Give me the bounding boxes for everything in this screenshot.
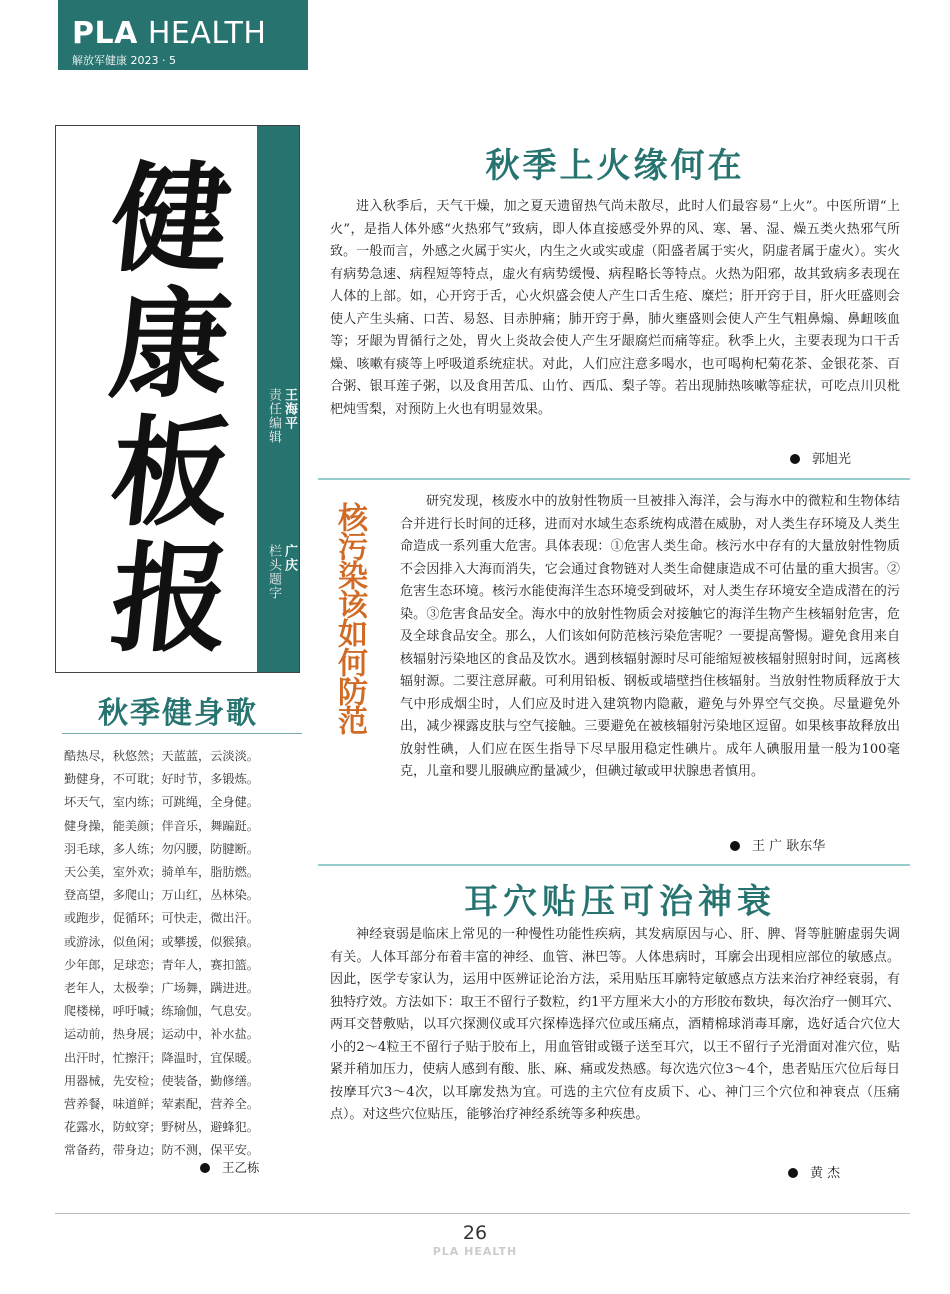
poem-line: 酷热尽，秋悠然；天蓝蓝，云淡淡。 xyxy=(64,749,259,763)
poem-line: 用器械，先安检；使装备，勤修缮。 xyxy=(64,1073,259,1088)
poem-line: 运动前，热身展；运动中，补水盐。 xyxy=(64,1027,259,1042)
bullet-icon xyxy=(730,841,740,851)
column-char-2: 康 xyxy=(104,275,238,414)
column-char-3: 板 xyxy=(104,403,238,542)
article1-author xyxy=(790,448,851,467)
editor-name: 王海平 xyxy=(282,388,297,430)
poem-line: 坏天气，室内练；可跳绳，全身健。 xyxy=(64,795,259,810)
article3-body: 神经衰弱是临床上常见的一种慢性功能性疾病，其发病原因与心、肝、脾、肾等脏腑虚弱失调有关。人体耳部分布着丰富的神经、血管、淋巴等。人体患病时，耳廓会出现相应部位的敏感点。因此，医学专家认为，运用中医辨证论治方法，采用贴压耳廓特定敏感点方法来治疗神经衰弱，有独特疗效。方法如下：取王不留行子数粒，约1平方厘米大小的方形胶布数块，每次治疗一侧耳穴、两耳交替敷贴，以耳穴探测仪或耳穴探棒选择穴位或压痛点，酒精棉球消毒耳廓，选好适合穴位大小的2～4粒王不留行子贴于胶布上，用血管钳或镊子送至耳穴，以王不留行子光滑面对准穴位，贴紧并稍加压力，使病人感到有酸、胀、麻、痛或发热感。每次选穴位3～4个，患者贴压穴位后每日按摩耳穴3～4次，以耳廓发热为宜。可选的主穴位有皮质下、心、神门三个穴位和神衰点（压痛点）。对这些穴位贴压，能够治疗神经系统等多种疾患。 xyxy=(330,927,900,1122)
poem-line: 老年人，太极拳；广场舞，蹒进进。 xyxy=(64,981,259,996)
article1-body: 进入秋季后，天气干燥，加之夏天遗留热气尚未散尽，此时人们最容易“上火”。中医所谓“上火”，是指人体外感“火热邪气”致病，即人体直接感受外界的风、寒、暑、湿、燥五类火热邪气所致。一般而言，外感之火属于实火，内生之火或实或虚（阳盛者属于实火，阴虚者属于虚火）。实火有病势急速、病程短等特点，虚火有病势缓慢、病程略长等特点。火热为阳邪，故其致病多表现在人体的上部。如，心开窍于舌，心火炽盛会使人产生口舌生疮、糜烂；肝开窍于目，肝火旺盛则会使人产生头痛、口苦、易怒、目赤肿痛；肺开窍于鼻，肺火壅盛则会使人产生气粗鼻煽、鼻衄咳血等；牙龈为胃循行之处，胃火上炎故会使人产生牙龈腐烂而痛等症。秋季上火，主要表现为口干舌燥、咳嗽有痰等上呼吸道系统症状。对此，人们应注意多喝水，也可喝枸杞菊花茶、金银花茶、百合粥、银耳莲子粥，以及食用苦瓜、山竹、西瓜、梨子等。若出现肺热咳嗽等症状，可吃点川贝枇杷炖雪梨，对预防上火也有明显效果。 xyxy=(330,199,900,417)
brand-bold: PLA xyxy=(72,16,138,51)
column-char-4: 报 xyxy=(104,529,238,668)
article2-author-name: 王 广 耿东华 xyxy=(752,839,826,854)
brand-light: HEALTH xyxy=(147,16,267,51)
poem-author xyxy=(200,1158,260,1176)
poem-line: 少年郎，足球恋；青年人，赛扣篮。 xyxy=(64,957,259,972)
poem-line: 天公美，室外欢；骑单车，脂肪燃。 xyxy=(64,865,259,880)
bullet-icon xyxy=(788,1168,798,1178)
poem-line: 出汗时，忙擦汗；降温时，宜保暖。 xyxy=(64,1050,259,1065)
issue-subtitle: 解放军健康 2023 · 5 xyxy=(72,54,176,67)
column-title-box xyxy=(55,125,300,673)
column-credit-strip xyxy=(257,126,299,672)
bullet-icon xyxy=(200,1163,210,1173)
article1-author-name: 郭旭光 xyxy=(812,452,852,467)
brand-logo xyxy=(72,16,266,51)
poem-body xyxy=(64,745,304,1163)
poem-title-divider xyxy=(62,733,302,734)
poem-line: 或游泳，似鱼闲；或攀援，似猴猿。 xyxy=(64,934,259,949)
article2-title: 核污染该如何防范 xyxy=(332,502,367,734)
poem-line: 常备药，带身边；防不测，保平安。 xyxy=(64,1143,259,1158)
poem-line: 登高望，多爬山；万山红，丛林染。 xyxy=(64,888,259,903)
article3-author-name: 黄 杰 xyxy=(810,1166,841,1181)
poem-line: 营养餐，味道鲜；荤素配，营养全。 xyxy=(64,1097,259,1112)
poem-line: 花露水，防蚊穿；野树丛，避蜂犯。 xyxy=(64,1120,259,1135)
poem-line: 勤健身，不可耽；好时节，多锻炼。 xyxy=(64,772,259,787)
article2-author xyxy=(730,835,825,854)
poem-line: 或跑步，促循环；可快走，微出汗。 xyxy=(64,911,259,926)
article2-body: 研究发现，核废水中的放射性物质一旦被排入海洋，会与海水中的微粒和生物体结合并进行长时间的迁移，进而对水域生态系统构成潜在威胁，对人类生存环境及人类生命造成一系列重大危害。具体表现：①危害人类生命。核污水中存有的大量放射性物质不会因排入大海而消失，它会通过食物链对人类生命健康造成不可估量的重大损害。②危害生态环境。核污水能使海洋生态环境受到破坏，对人类生存环境安全造成潜在的污染。③危害食品安全。海水中的放射性物质会对接触它的海洋生物产生核辐射危害，危及全球食品安全。那么，人们该如何防范核污染危害呢？一要提高警惕。避免食用来自核辐射污染地区的食品及饮水。遇到核辐射源时尽可能缩短被核辐射照射时间，远离核辐射源。二要注意屏蔽。可利用铅板、钢板或墙壁挡住核辐射。当放射性物质释放于大气中形成烟尘时，人们应及时进入建筑物内隐蔽，避免与外界空气交换。尽量避免外出，减少裸露皮肤与空气接触。三要避免在被核辐射污染地区逗留。如果核事故释放出放射性碘，人们应在医生指导下尽早服用稳定性碘片。成年人碘服用量一般为100毫克，儿童和婴儿服碘应酌量减少，但碘过敏或甲状腺患者慎用。 xyxy=(400,494,900,779)
footer-divider xyxy=(55,1213,910,1214)
article1-title: 秋季上火缘何在 xyxy=(485,146,745,186)
masthead xyxy=(58,0,308,70)
editor-label: 责任编辑 xyxy=(266,388,281,444)
calligraphy-name: 广庆 xyxy=(282,544,297,572)
column-char-1: 健 xyxy=(104,149,238,288)
footer-brand: PLA HEALTH xyxy=(432,1245,518,1258)
article-divider xyxy=(318,478,910,480)
poem-line: 健身操，能美颜；伴音乐，舞蹁跹。 xyxy=(64,818,259,833)
calligraphy-label: 栏头题字 xyxy=(266,544,281,600)
poem-line: 爬楼梯，呼吁喊；练瑜伽，气息安。 xyxy=(64,1004,259,1019)
article3-title: 耳穴贴压可治神衰 xyxy=(464,882,776,922)
bullet-icon xyxy=(790,454,800,464)
poem-line: 羽毛球，多人练；勿闪腰，防腱断。 xyxy=(64,841,259,856)
article-divider xyxy=(318,864,910,866)
article3-author xyxy=(788,1162,840,1181)
poem-title: 秋季健身歌 xyxy=(98,696,258,731)
poem-author-name: 王乙栋 xyxy=(222,1160,260,1175)
page-number: 26 xyxy=(462,1222,488,1244)
